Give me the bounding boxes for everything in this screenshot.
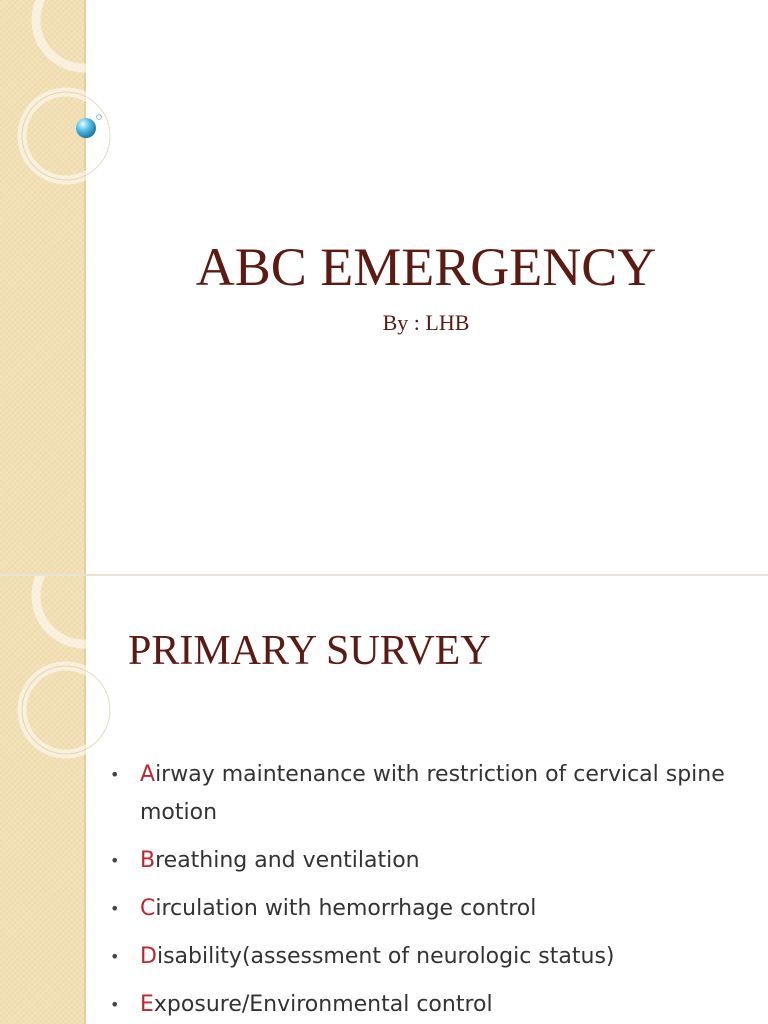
blue-orb-icon bbox=[76, 118, 96, 138]
content-slide bbox=[0, 576, 768, 1024]
bullet-icon: • bbox=[110, 851, 120, 870]
slide-heading: PRIMARY SURVEY bbox=[128, 628, 491, 674]
bullet-initial-letter: C bbox=[140, 896, 156, 921]
bullet-icon: • bbox=[110, 765, 120, 784]
bullet-icon: • bbox=[110, 995, 120, 1014]
bullet-initial-letter: A bbox=[140, 762, 156, 787]
bullet-text: isability(assessment of neurologic status) bbox=[156, 944, 615, 969]
list-item bbox=[108, 938, 748, 976]
bullet-text: irway maintenance with restriction of cervical spine motion bbox=[140, 762, 725, 825]
bullet-icon: • bbox=[110, 899, 120, 918]
bullet-initial-letter: D bbox=[140, 944, 157, 969]
list-item bbox=[108, 890, 748, 928]
decorative-ring-icon bbox=[0, 0, 120, 200]
list-item bbox=[108, 756, 748, 832]
list-item bbox=[108, 842, 748, 880]
slide-title: ABC EMERGENCY bbox=[195, 237, 657, 297]
list-item bbox=[108, 986, 748, 1024]
slide-subtitle: By : LHB bbox=[382, 310, 470, 335]
bullet-icon: • bbox=[110, 947, 120, 966]
bullet-text: irculation with hemorrhage control bbox=[155, 896, 537, 921]
bullet-list bbox=[108, 756, 748, 1024]
bullet-text: reathing and ventilation bbox=[155, 848, 420, 873]
bullet-text: xposure/Environmental control bbox=[153, 992, 493, 1017]
bullet-initial-letter: B bbox=[140, 848, 156, 873]
decorative-ring-icon bbox=[0, 576, 120, 776]
bullet-initial-letter: E bbox=[140, 992, 154, 1017]
